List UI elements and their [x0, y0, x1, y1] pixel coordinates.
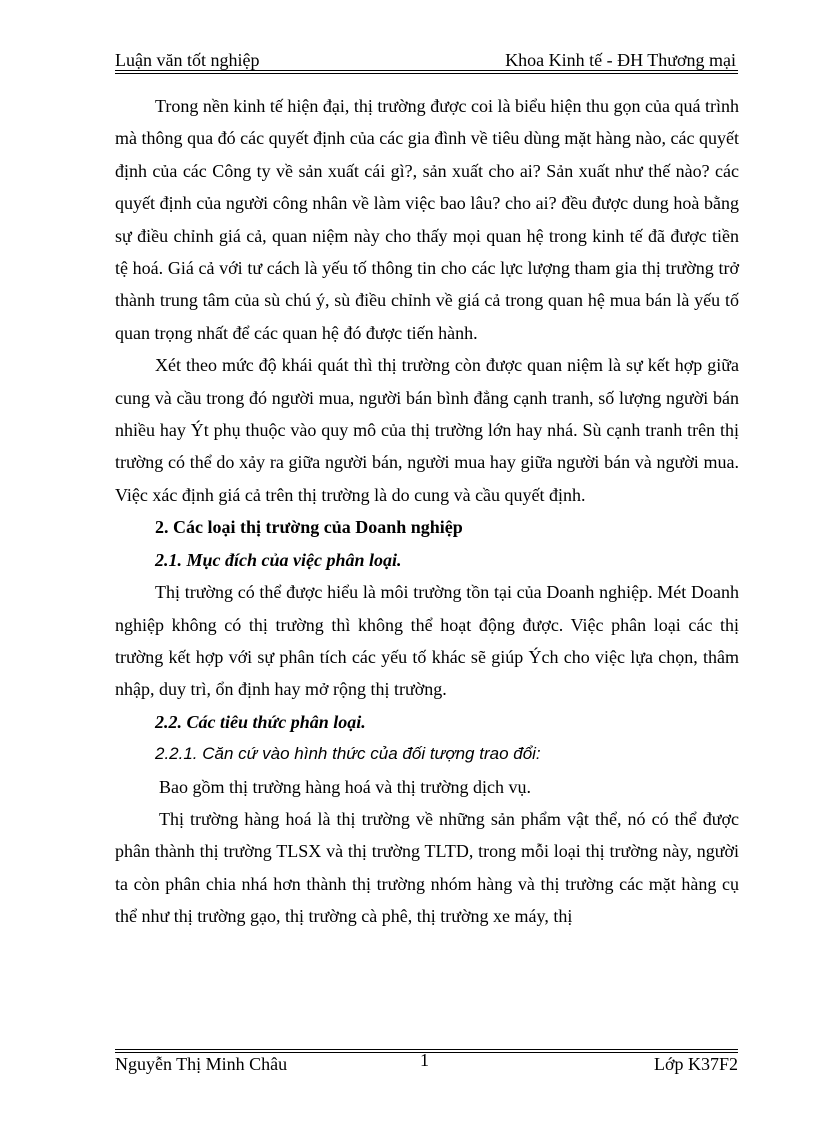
subsection-heading-criteria: 2.2. Các tiêu thức phân loại. — [155, 711, 366, 732]
header-faculty-label: Khoa Kinh tế - ĐH Thương mại — [505, 50, 736, 70]
paragraph-market-concept: Trong nền kinh tế hiện đại, thị trường được coi là biểu hiện thu gọn của quá trình mà thông qua đó các quyết định của các gia đình về tiêu dùng mặt hàng nào, các quyết định của các Công ty về sản xuất cái gì?, sản xuất cho ai? Sản xuất như thế nào? các quyết định của người công nhân về làm việc bao lâu? cho ai? đều được dung hoà bằng sự điều chỉnh giá cả, quan niệm này cho thấy mọi quan hệ trong kinh tế đã được tiền tệ hoá. Giá cả với tư cách là yếu tố thông tin cho các lực lượng tham gia thị trường trở thành trung tâm của sù chú ý, sù điều chỉnh về giá cả trong quan hệ mua bán là yếu tố quan trọng nhất để các quan hệ đó được tiến hành. — [115, 96, 739, 343]
footer-class: Lớp K37F2 — [653, 1054, 738, 1074]
subsubsection-heading-exchange-form: 2.2.1. Căn cứ vào hình thức của đối tượng trao đổi: — [155, 744, 541, 764]
page-header — [115, 48, 738, 72]
page-footer — [115, 1050, 738, 1078]
paragraph-goods-services: Bao gồm thị trường hàng hoá và thị trường dịch vụ. — [159, 776, 531, 797]
page-body — [115, 90, 739, 933]
subsection-heading-purpose: 2.1. Mục đích của việc phân loại. — [155, 549, 402, 570]
paragraph-market-general: Xét theo mức độ khái quát thì thị trường còn được quan niệm là sự kết hợp giữa cung và cầu trong đó người mua, người bán bình đẳng cạnh tranh, số lượng người bán nhiều hay Ýt phụ thuộc vào quy mô của thị trường lớn hay nhá. Sù cạnh tranh trên thị trường có thể do xảy ra giữa người bán, người mua hay giữa người bán và người mua. Việc xác định giá cả trên thị trường là do cung và cầu quyết định. — [115, 355, 739, 505]
footer-page-number: 1 — [420, 1050, 429, 1070]
header-thesis-label: Luận văn tốt nghiệp — [115, 50, 260, 70]
section-heading-market-types: 2. Các loại thị trường của Doanh nghiệp — [155, 517, 463, 538]
paragraph-goods-market: Thị trường hàng hoá là thị trường về những sản phẩm vật thể, nó có thể được phân thành thị trường TLSX và thị trường TLTD, trong mỗi loại thị trường này, người ta còn phân chia nhá hơn thành thị trường nhóm hàng và thị trường các mặt hàng cụ thể như thị trường gạo, thị trường cà phê, thị trường xe máy, thị — [115, 808, 739, 927]
paragraph-purpose: Thị trường có thể được hiểu là môi trường tồn tại của Doanh nghiệp. Mét Doanh nghiệp không có thị trường thì không thể hoạt động được. Việc phân loại các thị trường kết hợp với sự phân tích các yếu tố khác sẽ giúp Ých cho việc lựa chọn, thâm nhập, duy trì, ổn định hay mở rộng thị trường. — [115, 582, 739, 700]
footer-author: Nguyễn Thị Minh Châu — [115, 1054, 288, 1074]
header-rule — [115, 70, 738, 74]
